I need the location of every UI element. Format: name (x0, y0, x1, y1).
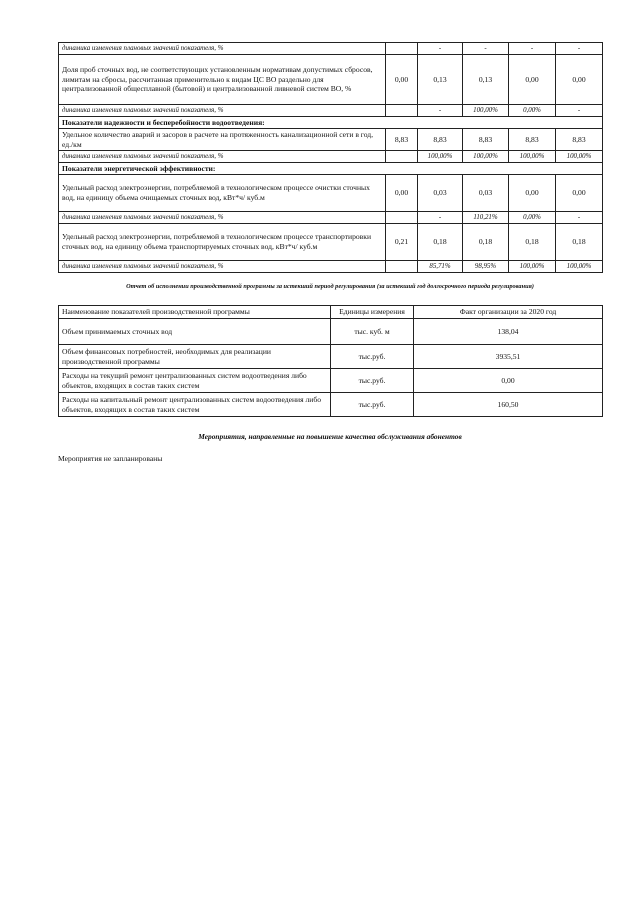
cell-value: 0,00 (509, 55, 556, 105)
cell-value: - (463, 43, 509, 55)
cell-value (386, 151, 418, 163)
cell-value (386, 43, 418, 55)
cell-value: 0,00% (509, 212, 556, 224)
row-label: динамика изменения плановых значений показателя, % (59, 261, 386, 273)
cell-value: - (556, 212, 603, 224)
row-label: Объем финансовых потребностей, необходимых для реализации производственной программы (59, 345, 331, 369)
cell-value: 0,00 (509, 175, 556, 212)
row-label: динамика изменения плановых значений показателя, % (59, 43, 386, 55)
cell-value: 0,00 (386, 175, 418, 212)
cell-value: 100,00% (509, 151, 556, 163)
cell-value: 0,03 (463, 175, 509, 212)
cell-value: 100,00% (556, 151, 603, 163)
table-row (59, 129, 603, 151)
cell-value: 0,18 (418, 224, 463, 261)
section-row (59, 163, 603, 175)
production-program-table (58, 305, 603, 417)
report-caption: Отчет об исполнении производственной программы за истекший период регулирования (за истекший год долгосрочного периода регулирования) (126, 283, 534, 290)
cell-value: 0,00 (556, 175, 603, 212)
cell-value: 0,13 (418, 55, 463, 105)
table-row (59, 43, 603, 55)
row-label: Доля проб сточных вод, не соответствующих установленным нормативам допустимых сбросов, лимитам на сбросы, рассчитанная применительно к видам ЦС ВО раздельно для централизованной общесплавной (бытовой) и централизованной ливневой систем ВО, % (59, 55, 386, 105)
header-cell: Факт организации за 2020 год (414, 306, 603, 319)
table-row (59, 345, 603, 369)
row-label: Расходы на текущий ремонт централизованных систем водоотведения либо объектов, входящих в состав таких систем (59, 369, 331, 393)
section-title: Показатели энергетической эффективности: (59, 163, 603, 175)
cell-unit: тыс. куб. м (331, 319, 414, 345)
cell-value: 8,83 (463, 129, 509, 151)
cell-value: - (556, 43, 603, 55)
row-label: Удельный расход электроэнергии, потребляемой в технологическом процессе очистки сточных вод, на единицу объема очищаемых сточных вод, кВт*ч/ куб.м (59, 175, 386, 212)
cell-value: - (418, 43, 463, 55)
cell-value: 0,21 (386, 224, 418, 261)
cell-value: 8,83 (509, 129, 556, 151)
cell-value: - (556, 105, 603, 117)
cell-value: 100,00% (418, 151, 463, 163)
cell-value: 0,00% (509, 105, 556, 117)
cell-value: - (418, 212, 463, 224)
cell-value: 0,18 (556, 224, 603, 261)
header-cell: Единицы измерения (331, 306, 414, 319)
cell-value: 0,13 (463, 55, 509, 105)
cell-value: 8,83 (418, 129, 463, 151)
cell-value: 100,00% (556, 261, 603, 273)
row-label: Удельное количество аварий и засоров в расчете на протяженность канализационной сети в год, ед./км (59, 129, 386, 151)
table-row (59, 212, 603, 224)
table-row (59, 369, 603, 393)
cell-value: 8,83 (386, 129, 418, 151)
table-row (59, 55, 603, 105)
cell-value: 8,83 (556, 129, 603, 151)
cell-unit: тыс.руб. (331, 393, 414, 417)
cell-value: - (509, 43, 556, 55)
cell-unit: тыс.руб. (331, 345, 414, 369)
section-row (59, 117, 603, 129)
cell-value: 100,00% (509, 261, 556, 273)
cell-value: 110,21% (463, 212, 509, 224)
cell-value: 0,00 (414, 369, 603, 393)
cell-value: 98,95% (463, 261, 509, 273)
row-label: динамика изменения плановых значений показателя, % (59, 212, 386, 224)
header-cell: Наименование показателей производственной программы (59, 306, 331, 319)
cell-value (386, 105, 418, 117)
table-row (59, 319, 603, 345)
table-row (59, 393, 603, 417)
table-row (59, 151, 603, 163)
row-label: Расходы на капитальный ремонт централизованных систем водоотведения либо объектов, входящих в состав таких систем (59, 393, 331, 417)
cell-value: 100,00% (463, 151, 509, 163)
cell-value (386, 212, 418, 224)
cell-value: - (418, 105, 463, 117)
cell-value: 160,50 (414, 393, 603, 417)
table-row (59, 175, 603, 212)
cell-value: 0,18 (463, 224, 509, 261)
cell-value: 138,04 (414, 319, 603, 345)
row-label: динамика изменения плановых значений показателя, % (59, 105, 386, 117)
table-header-row (59, 306, 603, 319)
table-row (59, 261, 603, 273)
cell-value: 100,00% (463, 105, 509, 117)
cell-unit: тыс.руб. (331, 369, 414, 393)
cell-value: 0,00 (556, 55, 603, 105)
row-label: динамика изменения плановых значений показателя, % (59, 151, 386, 163)
section-title: Показатели надежности и бесперебойности водоотведения: (59, 117, 603, 129)
table-row (59, 224, 603, 261)
table-row (59, 105, 603, 117)
cell-value: 0,18 (509, 224, 556, 261)
measures-note: Мероприятия не запланированы (58, 454, 163, 463)
cell-value: 0,03 (418, 175, 463, 212)
cell-value: 3935,51 (414, 345, 603, 369)
measures-heading: Мероприятия, направленные на повышение качества обслуживания абонентов (198, 432, 462, 441)
row-label: Удельный расход электроэнергии, потребляемой в технологическом процессе транспортировки сточных вод, на единицу объема транспортируемых сточных вод, кВт*ч/ куб.м (59, 224, 386, 261)
cell-value: 0,00 (386, 55, 418, 105)
indicators-table (58, 42, 603, 273)
cell-value: 85,71% (418, 261, 463, 273)
cell-value (386, 261, 418, 273)
row-label: Объем принимаемых сточных вод (59, 319, 331, 345)
